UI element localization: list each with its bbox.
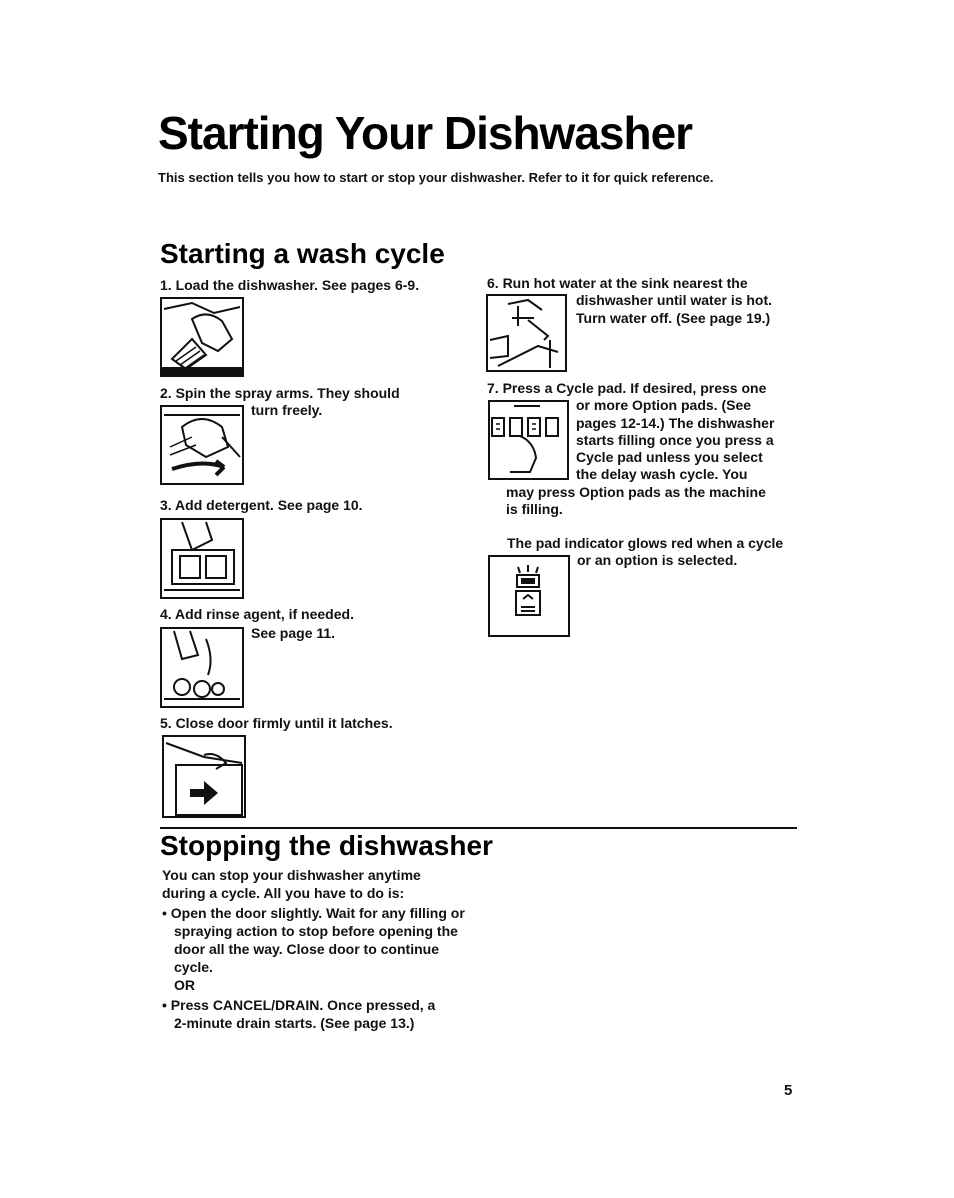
page-number: 5 bbox=[784, 1082, 793, 1099]
step-7-text-7: may press Option pads as the machine bbox=[506, 484, 766, 500]
hot-water-illustration bbox=[486, 294, 567, 372]
step-7-text-6: the delay wash cycle. You bbox=[576, 466, 748, 482]
step-7-text-5: Cycle pad unless you select bbox=[576, 449, 763, 465]
step-7-text: 7. Press a Cycle pad. If desired, press one bbox=[487, 380, 767, 396]
step-4-text: 4. Add rinse agent, if needed. bbox=[160, 606, 354, 622]
step-7-text-4: starts filling once you press a bbox=[576, 432, 774, 448]
step-4-text-cont: See page 11. bbox=[251, 625, 336, 641]
step-2-text-cont: turn freely. bbox=[251, 402, 323, 418]
stopping-or: OR bbox=[174, 977, 195, 993]
spray-arms-illustration bbox=[160, 405, 244, 485]
indicator-text: The pad indicator glows red when a cycle bbox=[507, 535, 784, 551]
step-7-text-2: or more Option pads. (See bbox=[576, 397, 752, 413]
step-2-text: 2. Spin the spray arms. They should bbox=[160, 385, 400, 401]
step-7-text-8: is filling. bbox=[506, 501, 563, 517]
step-6-text-3: Turn water off. (See page 19.) bbox=[576, 310, 771, 326]
section-divider bbox=[160, 827, 797, 829]
step-3-text: 3. Add detergent. See page 10. bbox=[160, 497, 363, 513]
stopping-bullet-1-line-2: spraying action to stop before opening the bbox=[174, 923, 458, 939]
stopping-bullet-2-line-2: 2-minute drain starts. (See page 13.) bbox=[174, 1015, 415, 1031]
indicator-text-cont: or an option is selected. bbox=[577, 552, 738, 568]
stopping-line-2: during a cycle. All you have to do is: bbox=[162, 885, 405, 901]
load-dishwasher-illustration bbox=[160, 297, 244, 377]
step-6-text: 6. Run hot water at the sink nearest the bbox=[487, 275, 748, 291]
page-title: Starting Your Dishwasher bbox=[158, 107, 693, 159]
step-6-text-2: dishwasher until water is hot. bbox=[576, 292, 773, 308]
detergent-illustration bbox=[160, 518, 244, 599]
close-door-illustration bbox=[162, 735, 246, 818]
intro-text: This section tells you how to start or stop your dishwasher. Refer to it for quick reference. bbox=[158, 170, 714, 185]
step-7-text-3: pages 12-14.) The dishwasher bbox=[576, 415, 775, 431]
stopping-heading: Stopping the dishwasher bbox=[160, 830, 493, 861]
step-5-text: 5. Close door firmly until it latches. bbox=[160, 715, 393, 731]
rinse-agent-illustration bbox=[160, 627, 244, 708]
stopping-bullet-1-line-4: cycle. bbox=[174, 959, 213, 975]
pad-indicator-illustration bbox=[488, 555, 570, 637]
step-1-text: 1. Load the dishwasher. See pages 6-9. bbox=[160, 277, 420, 293]
stopping-line-1: You can stop your dishwasher anytime bbox=[162, 867, 421, 883]
stopping-bullet-2: • Press CANCEL/DRAIN. Once pressed, a bbox=[162, 997, 436, 1013]
cycle-pad-illustration bbox=[488, 400, 569, 480]
starting-heading: Starting a wash cycle bbox=[160, 238, 445, 269]
stopping-bullet-1-line-3: door all the way. Close door to continue bbox=[174, 941, 439, 957]
stopping-bullet-1: • Open the door slightly. Wait for any filling or bbox=[162, 905, 465, 921]
